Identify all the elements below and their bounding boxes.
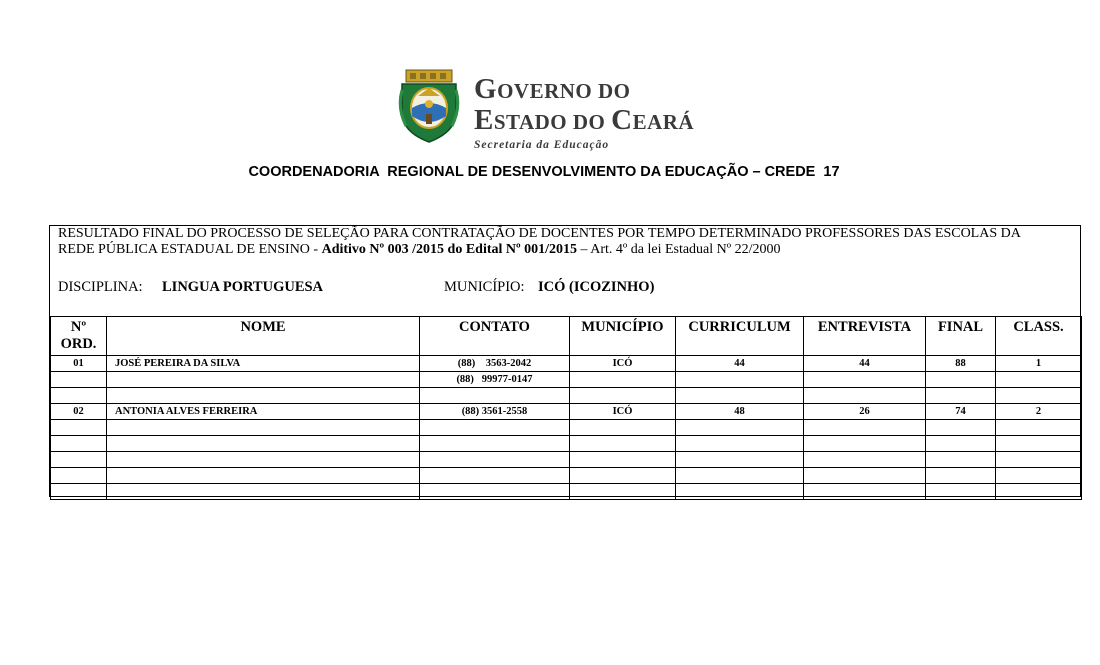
cell-final [926, 436, 996, 452]
cell-nome: JOSÉ PEREIRA DA SILVA [107, 356, 420, 372]
cell-class [996, 484, 1082, 500]
intro-line-1: RESULTADO FINAL DO PROCESSO DE SELEÇÃO PARA CONTRATAÇÃO DE DOCENTES POR TEMPO DETERMINADO PROFESSORES DAS ESCOLAS DA [58, 226, 1021, 241]
result-box [49, 225, 1081, 497]
cell-ord [51, 484, 107, 500]
cell-class [996, 436, 1082, 452]
cell-curriculum [676, 436, 804, 452]
header-municipio: MUNICÍPIO [570, 317, 676, 356]
cell-contato: (88) 3561-2558 [420, 404, 570, 420]
cell-ord [51, 468, 107, 484]
logo-subtitle: Secretaria da Educação [474, 139, 610, 151]
cell-contato [420, 484, 570, 500]
cell-ord: 02 [51, 404, 107, 420]
cell-nome [107, 420, 420, 436]
cell-ord [51, 388, 107, 404]
cell-municipio [570, 468, 676, 484]
cell-class [996, 468, 1082, 484]
results-table [50, 316, 1082, 500]
cell-curriculum [676, 452, 804, 468]
cell-final: 88 [926, 356, 996, 372]
cell-municipio [570, 420, 676, 436]
cell-class [996, 420, 1082, 436]
intro-text [58, 226, 1078, 258]
table-row [51, 420, 1082, 436]
cell-class [996, 388, 1082, 404]
cell-final [926, 452, 996, 468]
cell-municipio [570, 484, 676, 500]
cell-curriculum: 44 [676, 356, 804, 372]
cell-nome [107, 388, 420, 404]
header-final: FINAL [926, 317, 996, 356]
cell-nome [107, 372, 420, 388]
header-class: CLASS. [996, 317, 1082, 356]
header-curriculum: CURRICULUM [676, 317, 804, 356]
table-row [51, 356, 1082, 372]
cell-curriculum [676, 468, 804, 484]
cell-entrevista [804, 468, 926, 484]
municipio-value: ICÓ (ICOZINHO) [538, 279, 655, 295]
cell-municipio: ICÓ [570, 356, 676, 372]
table-row [51, 404, 1082, 420]
cell-entrevista: 44 [804, 356, 926, 372]
cell-curriculum: 48 [676, 404, 804, 420]
table-row [51, 388, 1082, 404]
cell-curriculum [676, 372, 804, 388]
cell-class [996, 372, 1082, 388]
cell-entrevista [804, 388, 926, 404]
ceara-crest-icon [396, 68, 462, 144]
intro-line-2: REDE PÚBLICA ESTADUAL DE ENSINO - Aditivo Nº 003 /2015 do Edital Nº 001/2015 – Art. 4º da lei Estadual Nº 22/2000 [58, 242, 781, 257]
cell-class: 2 [996, 404, 1082, 420]
cell-ord [51, 452, 107, 468]
header-nome: NOME [107, 317, 420, 356]
table-row [51, 484, 1082, 500]
cell-ord: 01 [51, 356, 107, 372]
table-row [51, 452, 1082, 468]
table-header-row [51, 317, 1082, 356]
cell-entrevista [804, 484, 926, 500]
cell-nome [107, 468, 420, 484]
cell-entrevista [804, 452, 926, 468]
cell-contato [420, 452, 570, 468]
cell-curriculum [676, 388, 804, 404]
logo-line-estado: ESTADO DO CEARÁ [474, 104, 695, 136]
cell-final [926, 468, 996, 484]
cell-nome [107, 484, 420, 500]
cell-entrevista: 26 [804, 404, 926, 420]
cell-curriculum [676, 420, 804, 436]
cell-entrevista [804, 436, 926, 452]
logo-line-governo: GOVERNO DO [474, 73, 631, 105]
cell-contato [420, 468, 570, 484]
cell-final [926, 420, 996, 436]
cell-contato [420, 420, 570, 436]
cell-municipio [570, 372, 676, 388]
cell-curriculum [676, 484, 804, 500]
governo-ceara-logo [396, 68, 706, 151]
table-row [51, 436, 1082, 452]
cell-nome: ANTONIA ALVES FERREIRA [107, 404, 420, 420]
cell-municipio: ICÓ [570, 404, 676, 420]
cell-entrevista [804, 372, 926, 388]
cell-ord [51, 372, 107, 388]
header-contato: CONTATO [420, 317, 570, 356]
cell-final [926, 484, 996, 500]
cell-class: 1 [996, 356, 1082, 372]
table-row [51, 372, 1082, 388]
header-entrevista: ENTREVISTA [804, 317, 926, 356]
page-title: COORDENADORIA REGIONAL DE DESENVOLVIMENTO DA EDUCAÇÃO – CREDE 17 [248, 164, 840, 180]
cell-municipio [570, 452, 676, 468]
cell-final [926, 372, 996, 388]
municipio-label: MUNICÍPIO: [444, 279, 525, 295]
cell-contato: (88) 99977-0147 [420, 372, 570, 388]
cell-nome [107, 452, 420, 468]
cell-municipio [570, 436, 676, 452]
cell-contato [420, 388, 570, 404]
disciplina-label: DISCIPLINA: [58, 279, 143, 295]
cell-ord [51, 436, 107, 452]
cell-final [926, 388, 996, 404]
cell-contato: (88) 3563-2042 [420, 356, 570, 372]
cell-final: 74 [926, 404, 996, 420]
cell-contato [420, 436, 570, 452]
cell-entrevista [804, 420, 926, 436]
cell-class [996, 452, 1082, 468]
cell-nome [107, 436, 420, 452]
cell-municipio [570, 388, 676, 404]
cell-ord [51, 420, 107, 436]
table-row [51, 468, 1082, 484]
header-ord: Nº ORD. [51, 317, 107, 356]
disciplina-value: LINGUA PORTUGUESA [162, 279, 324, 295]
